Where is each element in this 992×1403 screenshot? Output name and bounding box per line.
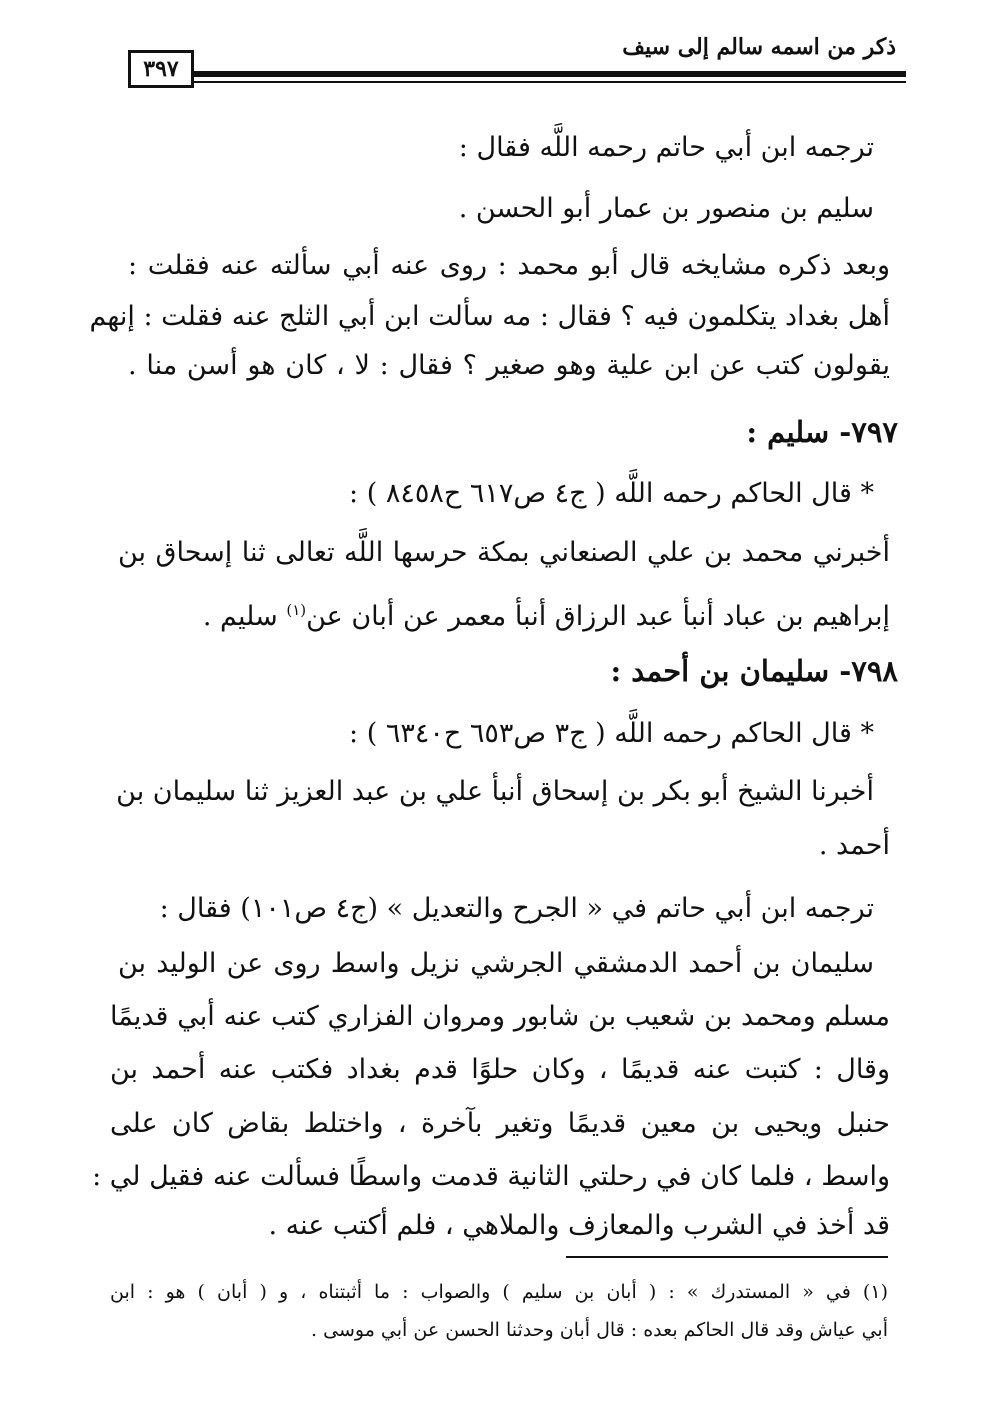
text-line: وبعد ذكره مشايخه قال أبو محمد : روى عنه أبي سألته عنه فقلت : [128, 250, 890, 281]
text-line: قد أخذ في الشرب والمعازف والملاهي ، فلم أكتب عنه . [268, 1210, 890, 1241]
text-line [203, 590, 890, 637]
footnote-line: أبي عياش وقد قال الحاكم بعده : قال أبان وحدثنا الحسن عن أبي موسى . [311, 1319, 888, 1341]
text-line: أخبرنا الشيخ أبو بكر بن إسحاق أنبأ علي بن عبد العزيز ثنا سليمان بن [116, 776, 874, 807]
header-rule-thin [194, 81, 906, 83]
entry-heading-797: ٧٩٧- سليم : [746, 415, 898, 449]
text-line: أحمد . [818, 830, 890, 861]
text-line: وقال : كتبت عنه قديمًا ، وكان حلوًا قدم بغداد فكتب عنه أحمد بن [110, 1054, 890, 1085]
text-line: أهل بغداد يتكلمون فيه ؟ فقال : مه سألت ابن أبي الثلج عنه فقلت : إنهم [89, 301, 890, 332]
header-rule-thick [194, 71, 906, 77]
text-line: ترجمه ابن أبي حاتم رحمه اللَّه فقال : [458, 132, 874, 163]
text-line: سليمان بن أحمد الدمشقي الجرشي نزيل واسط روى عن الوليد بن [118, 948, 874, 979]
running-title: ذكر من اسمه سالم إلى سيف [622, 34, 896, 60]
text-line: يقولون كتب عن ابن علية وهو صغير ؟ فقال : لا ، كان هو أسن منا . [128, 350, 890, 381]
text-line: مسلم ومحمد بن شعيب بن شابور ومروان الفزاري كتب عنه أبي قديمًا [110, 1001, 890, 1032]
text-line-part: إبراهيم بن عباد أنبأ عبد الرزاق أنبأ معمر عن أبان عن [306, 601, 890, 632]
footnote-rule [566, 1256, 888, 1258]
entry-heading-798: ٧٩٨- سليمان بن أحمد : [610, 654, 898, 688]
text-line: واسط ، فلما كان في رحلتي الثانية قدمت واسطًا فسألت عنه فقيل لي : [92, 1161, 890, 1192]
source-citation: * قال الحاكم رحمه اللَّه ( ج٤ ص٦١٧ ح٨٤٥٨ ) : [349, 478, 874, 509]
text-line: ترجمه ابن أبي حاتم في « الجرح والتعديل » (ج٤ ص١٠١) فقال : [159, 893, 874, 924]
footnote-line: (١) في « المستدرك » : ( أبان بن سليم ) والصواب : ما أثبتناه ، و ( أبان ) هو : ابن [110, 1281, 888, 1303]
text-line: سليم بن منصور بن عمار أبو الحسن . [458, 193, 874, 224]
text-line: حنبل ويحيى بن معين قديمًا وتغير بآخرة ، واختلط بقاض كان على [110, 1108, 890, 1139]
footnote-reference: (١) [286, 601, 307, 619]
page-number: ٣٩٧ [128, 50, 194, 88]
text-line-part: سليم . [202, 601, 287, 632]
source-citation: * قال الحاكم رحمه اللَّه ( ج٣ ص٦٥٣ ح٦٣٤٠ ) : [349, 718, 874, 749]
text-line: أخبرني محمد بن علي الصنعاني بمكة حرسها اللَّه تعالى ثنا إسحاق بن [118, 537, 890, 568]
